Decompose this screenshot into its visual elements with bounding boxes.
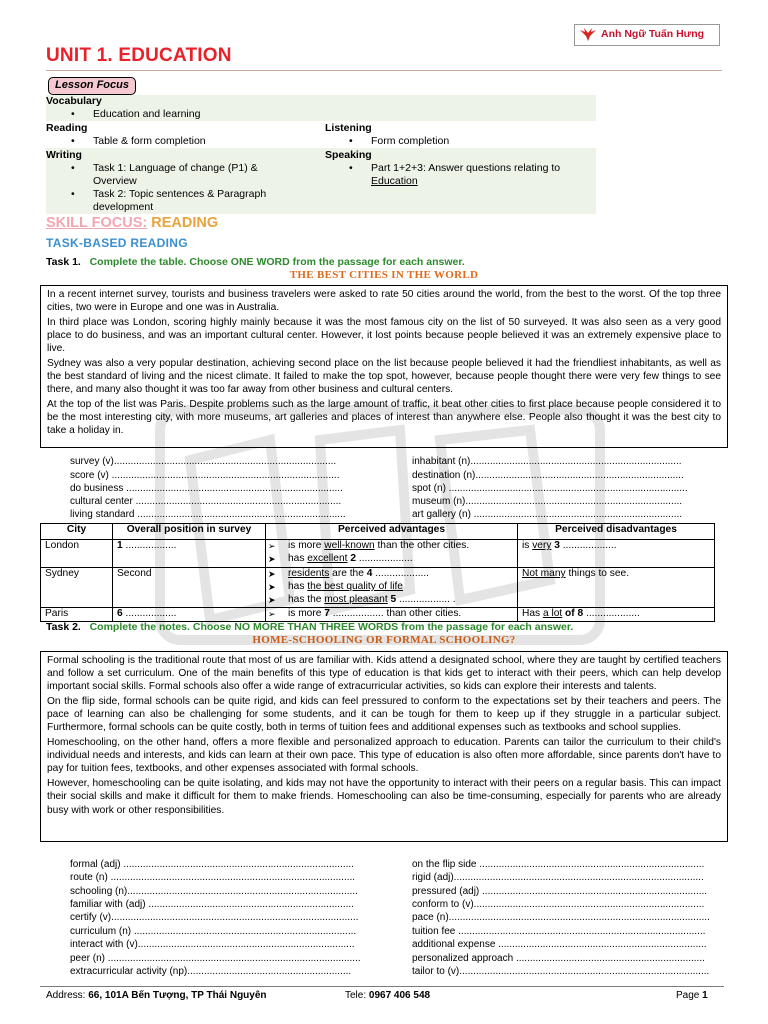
- lesson-focus-badge: Lesson Focus: [48, 77, 136, 95]
- blank-4[interactable]: 4: [366, 568, 373, 579]
- task1-passage: [40, 285, 728, 448]
- footer-address: Address: 66, 101A Bến Tượng, TP Thái Nguyên: [46, 990, 267, 1001]
- task2-label: Task 2.: [46, 621, 81, 633]
- reading-item: • Table & form completion: [93, 135, 206, 148]
- table-row: [41, 608, 715, 622]
- advantages-cell: [266, 540, 518, 568]
- task2-paragraph-3: Homeschooling, on the other hand, offers a more flexible and personalized approach to education. Parents can tailor the curriculum to their child's individual needs and interests, and kids can learn at their own pace. This type of education is also often more affordable, since parents don't have to pay for tuition fees, textbooks, and other expenses associated with formal schools.: [47, 737, 721, 775]
- advantage-item: ➤ has excellent 2 ...................: [266, 553, 517, 566]
- header-position: Overall position in survey: [113, 524, 266, 540]
- task2-instruction-text: Complete the notes. Choose NO MORE THAN THREE WORDS from the passage for each answer.: [89, 621, 574, 633]
- city-cell: Paris: [41, 608, 113, 622]
- advantages-cell: [266, 568, 518, 608]
- task1-vocab-left-5: ● living standard ...........................................................................: [70, 509, 370, 522]
- task1-vocab-right-3: ● spot (n) ......................................................................................: [412, 483, 714, 496]
- speaking-item-cont: Education: [371, 175, 418, 187]
- advantage-item: ➤ has the best quality of life: [266, 581, 517, 594]
- disadvantages-cell: Not many things to see.: [518, 568, 715, 608]
- city-cell: London: [41, 540, 113, 568]
- blank-7[interactable]: 7: [324, 608, 330, 619]
- blank-1[interactable]: 1: [117, 540, 123, 551]
- task2-vocab-right-6: ● tuition fee .........................................................................................: [412, 926, 714, 939]
- task1-vocab-left-1: ● survey (v)................................................................................: [70, 456, 370, 469]
- task2-vocab-left-6: ● curriculum (n) ................................................................................: [70, 926, 372, 939]
- task2-instruction: [46, 621, 573, 634]
- task2-vocab-left-3: ● schooling (n)...................................................................................: [70, 886, 372, 899]
- blank-2[interactable]: 2: [347, 553, 356, 564]
- task1-vocab-right-4: ● museum (n)..............................................................................: [412, 496, 714, 509]
- unit-title: UNIT 1. EDUCATION: [46, 45, 232, 66]
- task1-vocab-right-1: ● inhabitant (n)............................................................................: [412, 456, 714, 469]
- listening-heading: Listening: [325, 122, 372, 134]
- task2-vocab-left-2: ● route (n) ........................................................................................: [70, 872, 372, 885]
- skill-focus-label: SKILL FOCUS:: [46, 215, 148, 231]
- speaking-heading: Speaking: [325, 149, 372, 161]
- task2-vocab-left-9: ● extracurricular activity (np)...........................................................: [70, 966, 372, 979]
- listening-item: • Form completion: [371, 135, 449, 148]
- task1-vocab-left-2: ● score (v) ..................................................................................: [70, 470, 370, 483]
- skill-focus-heading: [46, 214, 218, 232]
- reading-heading: Reading: [46, 122, 88, 134]
- disadvantages-cell: is very 3 ...................: [518, 540, 715, 568]
- task1-vocab-right-5: ● art gallery (n) ...........................................................................: [412, 509, 714, 522]
- footer-page-number: Page 1: [676, 990, 708, 1001]
- task1-passage-title: THE BEST CITIES IN THE WORLD: [289, 269, 479, 281]
- task2-vocab-right-3: ● pressured (adj) .................................................................................: [412, 886, 714, 899]
- task2-paragraph-2: On the flip side, formal schools can be quite rigid, and kids can feel pressured to conform to the expectations set by their teachers and peers. The pace of learning can also be challenging for some students, and it can be tough for them to keep up if they struggle in a particular subject. Furthermore, formal schools can be quite costly, both in terms of tuition fees and additional expenses such as textbooks and school supplies.: [47, 696, 721, 734]
- task1-paragraph-1: In a recent internet survey, tourists and business travelers were asked to rate 50 cities around the world, from the best to the worst. Of the top three cities, two were in Europe and one was in Australia.: [47, 289, 721, 314]
- writing-item-1: • Task 1: Language of change (P1) &: [93, 162, 258, 175]
- task2-passage-title: HOME-SCHOOLING OR FORMAL SCHOOLING?: [252, 634, 516, 646]
- position-cell: 6 ..................: [113, 608, 266, 622]
- footer-phone: Tele: 0967 406 548: [345, 990, 431, 1001]
- task2-vocab-right-2: ● rigid (adj)..........................................................................................: [412, 872, 714, 885]
- advantage-item: ➢ is more 7 .................. than other cities.: [266, 608, 517, 621]
- task2-vocab-left-4: ● familiar with (adj) ..........................................................................: [70, 899, 372, 912]
- task1-vocab-left-3: ● do business ..............................................................................: [70, 483, 370, 496]
- task2-vocab-left-1: ● formal (adj) ...................................................................................: [70, 859, 372, 872]
- task2-vocab-right-4: ● conform to (v)...................................................................................: [412, 899, 714, 912]
- blank-3[interactable]: 3: [551, 540, 560, 551]
- task2-vocab-right-9: ● tailor to (v)..........................................................................................: [412, 966, 714, 979]
- footer-divider: [40, 986, 724, 987]
- vocabulary-item: • Education and learning: [93, 108, 200, 121]
- task2-vocab-right-8: ● personalized approach ....................................................................: [412, 953, 714, 966]
- task1-instruction-text: Complete the table. Choose ONE WORD from the passage for each answer.: [89, 256, 465, 268]
- table-header-row: [41, 524, 715, 540]
- position-cell: Second: [113, 568, 266, 608]
- table-row: [41, 568, 715, 608]
- cities-table: [40, 523, 715, 622]
- writing-item-2-cont: development: [93, 201, 154, 213]
- task2-paragraph-4: However, homeschooling can be quite isolating, and kids may not have the opportunity to interact with their peers on a regular basis. This can impact their social skills and make it difficult for them to make friends. Homeschooling can also be time-consuming, especially for parents who are already busy with work or other responsibilities.: [47, 778, 721, 816]
- writing-heading: Writing: [46, 149, 82, 161]
- blank-8[interactable]: of 8: [562, 608, 584, 619]
- brand-name: Anh Ngữ Tuấn Hưng: [601, 28, 705, 41]
- header-disadvantages: Perceived disadvantages: [518, 524, 715, 540]
- task2-vocab-right-1: ● on the flip side .................................................................................: [412, 859, 714, 872]
- advantage-item: ➤ residents are the 4 ...................: [266, 568, 517, 581]
- task1-paragraph-3: Sydney was also a very popular destination, achieving second place on the list because people believed it had the friendliest inhabitants, as well as the best standard of living and the nicest climate. It failed to make the top spot, however, because people thought there were very few things to see there, and many also thought it was too far away from other business and cultural centers.: [47, 358, 721, 396]
- task1-paragraph-4: At the top of the list was Paris. Despite problems such as the large amount of traffic, it beat other cities to first place because people considered it to be the most interesting city, with more museums, art galleries and places of interest than anywhere else. People also thought it was the best city to take a holiday in.: [47, 399, 721, 437]
- task-based-heading: TASK-BASED READING: [46, 236, 188, 250]
- city-cell: Sydney: [41, 568, 113, 608]
- task1-label: Task 1.: [46, 256, 81, 268]
- vocabulary-heading: Vocabulary: [46, 95, 102, 107]
- task2-vocab-left-5: ● certify (v).........................................................................................: [70, 912, 372, 925]
- writing-item-2: • Task 2: Topic sentences & Paragraph: [93, 188, 266, 201]
- disadvantages-cell: Has a lot of 8 ...................: [518, 608, 715, 622]
- table-row: [41, 540, 715, 568]
- advantage-item: ➤ has the most pleasant 5 .................. .: [266, 594, 517, 607]
- blank-6[interactable]: 6: [117, 608, 123, 619]
- task1-vocab-right-2: ● destination (n)...........................................................................: [412, 470, 714, 483]
- task2-vocab-left-7: ● interact with (v)..............................................................................: [70, 939, 372, 952]
- skill-focus-skill: READING: [151, 215, 219, 231]
- writing-item-1-cont: Overview: [93, 175, 137, 187]
- task2-paragraph-1: Formal schooling is the traditional route that most of us are familiar with. Kids attend a designated school, where they are taught by certified teachers and follow a set curriculum. One of the main benefits of this type of education is that kids get to interact with their peers, which can help develop important social skills. Formal schools also offer a wide range of extracurricular activities, so kids can explore their interests and talents.: [47, 655, 721, 693]
- task2-vocab-left-8: ● peer (n) ...........................................................................................: [70, 953, 372, 966]
- task2-vocab-right-7: ● additional expense ...........................................................................: [412, 939, 714, 952]
- advantages-cell: [266, 608, 518, 622]
- title-divider: [46, 70, 722, 71]
- blank-5[interactable]: 5: [387, 594, 397, 605]
- speaking-item: • Part 1+2+3: Answer questions relating to: [371, 162, 560, 175]
- task1-paragraph-2: In third place was London, scoring highly mainly because it was the most famous city on the list of 50 surveyed. It was also seen as a very good place to do business, and was an important cultural center. However, it lost points because people believed it was an extremely expensive place to live.: [47, 317, 721, 355]
- brand-logo: [574, 24, 720, 46]
- header-advantages: Perceived advantages: [266, 524, 518, 540]
- position-cell: 1 ..................: [113, 540, 266, 568]
- advantage-item: ➢ is more well-known than the other cities.: [266, 540, 517, 553]
- eagle-icon: [579, 28, 597, 42]
- task1-vocab-left-4: ● cultural center ..........................................................................: [70, 496, 370, 509]
- header-city: City: [41, 524, 113, 540]
- task1-instruction: [46, 256, 465, 269]
- task2-vocab-right-5: ● pace (n)..............................................................................................: [412, 912, 714, 925]
- task2-passage: [40, 651, 728, 842]
